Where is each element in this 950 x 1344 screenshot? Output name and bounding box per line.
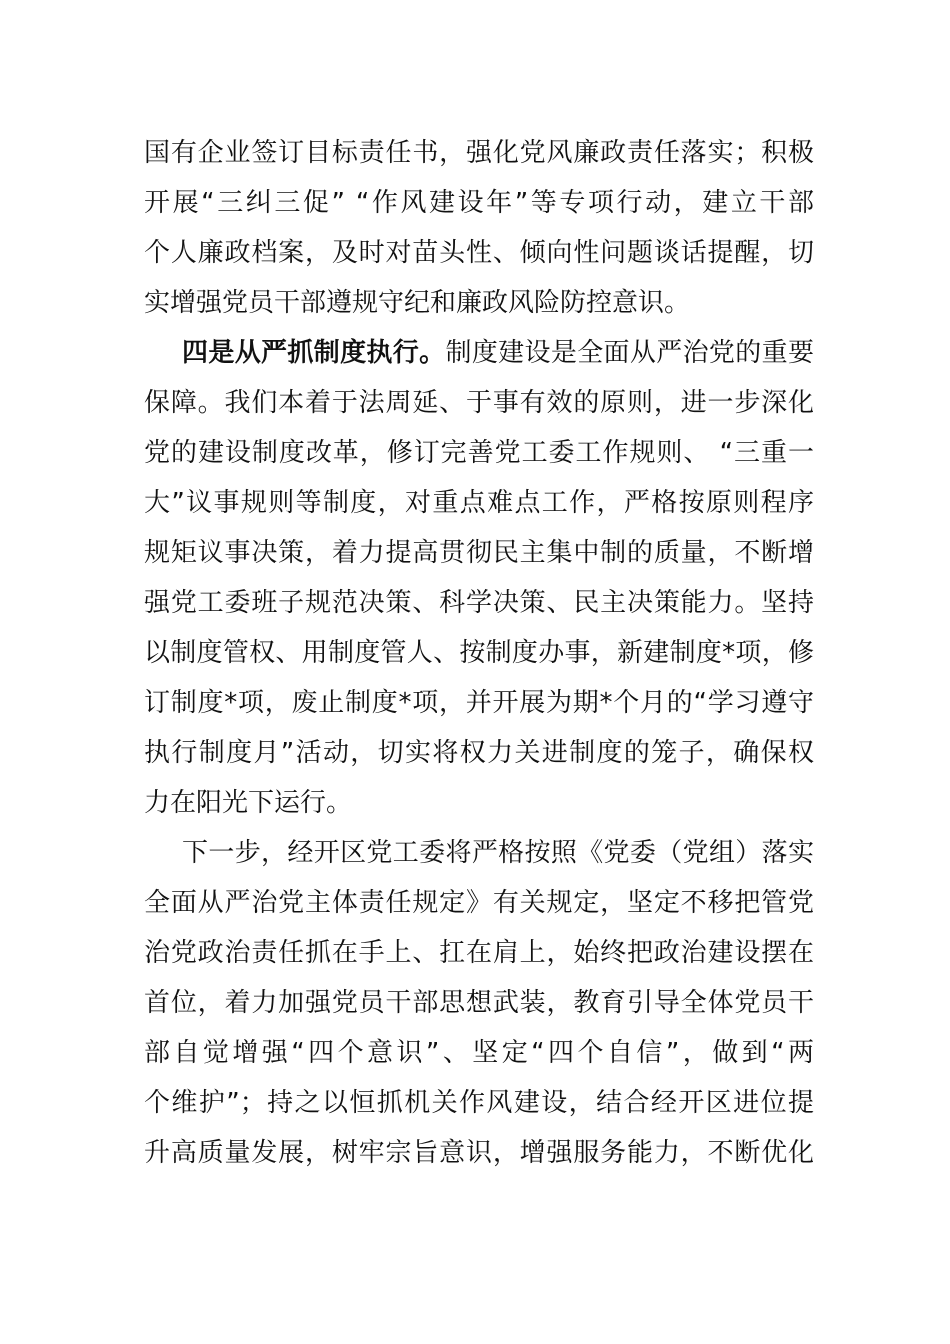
text-line: 强党工委班子规范决策、科学决策、民主决策能力。坚持 [144, 588, 814, 618]
paragraph-1 [144, 128, 814, 328]
paragraph-2 [144, 328, 814, 828]
text-line [144, 328, 814, 378]
text-line: 规矩议事决策，着力提高贯彻民主集中制的质量，不断增 [144, 538, 814, 568]
text-line: 首位，着力加强党员干部思想武装，教育引导全体党员干 [144, 988, 814, 1018]
text-line: 保障。我们本着于法周延、于事有效的原则，进一步深化 [144, 388, 814, 418]
text-line: 国有企业签订目标责任书，强化党风廉政责任落实；积极 [144, 138, 814, 168]
text-line: 个维护”；持之以恒抓机关作风建设，结合经开区进位提 [144, 1088, 814, 1118]
text-line: 力在阳光下运行。 [144, 788, 353, 818]
text-line: 下一步，经开区党工委将严格按照《党委（党组）落实 [182, 838, 814, 868]
paragraph-heading: 四是从严抓制度执行。 [182, 338, 446, 368]
text-line: 党的建设制度改革，修订完善党工委工作规则、 “三重一 [144, 438, 814, 468]
text-line: 升高质量发展，树牢宗旨意识，增强服务能力，不断优化 [144, 1138, 814, 1168]
text-line: 大”议事规则等制度，对重点难点工作，严格按原则程序 [144, 488, 814, 518]
text-line: 全面从严治党主体责任规定》有关规定，坚定不移把管党 [144, 888, 814, 918]
text-line: 实增强党员干部遵规守纪和廉政风险防控意识。 [144, 288, 691, 318]
document-body [144, 128, 814, 1178]
text-line: 部自觉增强“四个意识”、坚定“四个自信”，做到“两 [144, 1038, 814, 1068]
text-line: 订制度*项，废止制度*项，并开展为期*个月的“学习遵守 [144, 688, 814, 718]
paragraph-3 [144, 828, 814, 1178]
text-line: 个人廉政档案，及时对苗头性、倾向性问题谈话提醒，切 [144, 238, 814, 268]
paragraph-text: 制度建设是全面从严治党的重要 [445, 338, 814, 368]
text-line: 开展“三纠三促” “作风建设年”等专项行动，建立干部 [144, 188, 814, 218]
text-line: 执行制度月”活动，切实将权力关进制度的笼子，确保权 [144, 738, 814, 768]
text-line: 治党政治责任抓在手上、扛在肩上，始终把政治建设摆在 [144, 938, 814, 968]
text-line: 以制度管权、用制度管人、按制度办事，新建制度*项，修 [144, 638, 814, 668]
